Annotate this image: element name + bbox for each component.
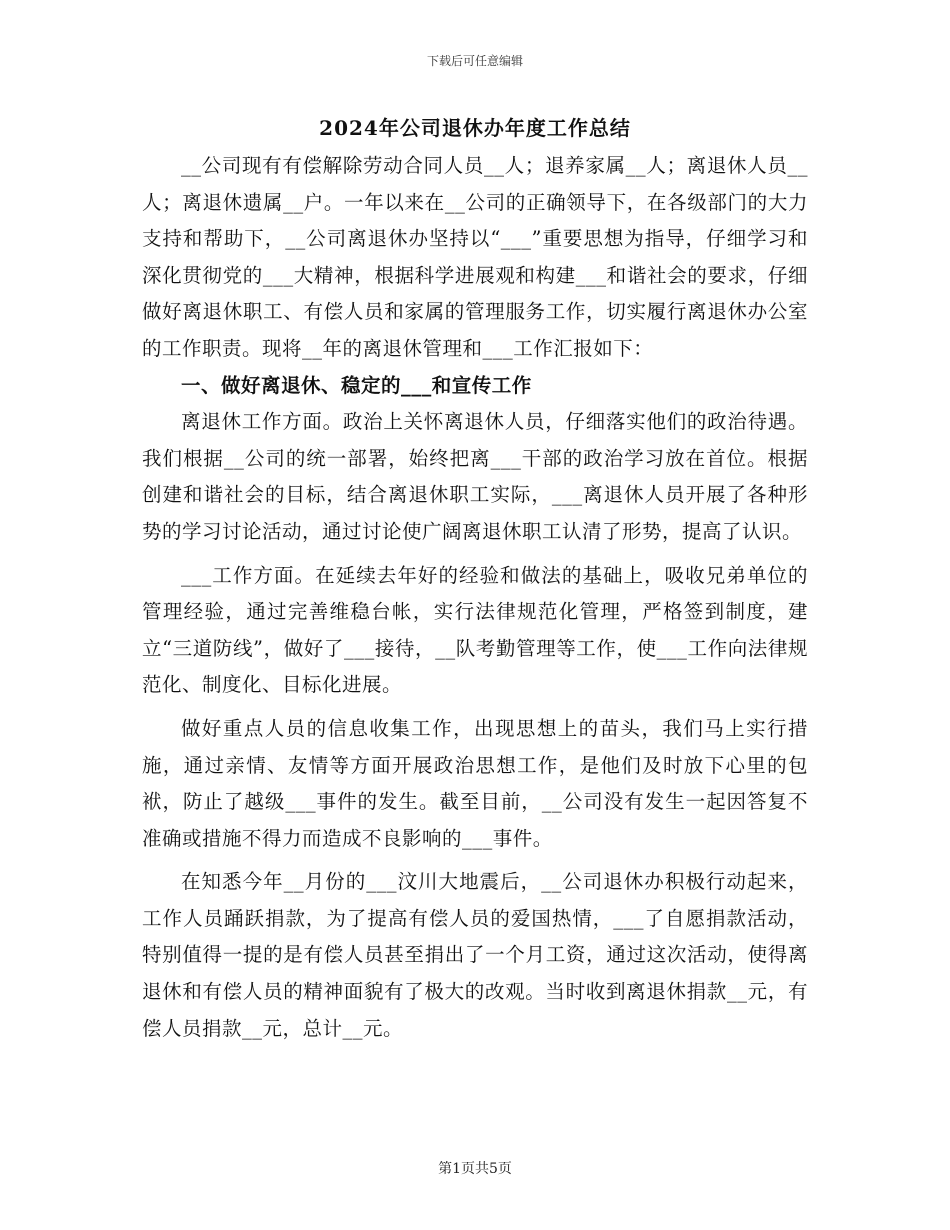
header-note: 下载后可任意编辑	[426, 54, 523, 68]
paragraph-retirement-work: 离退休工作方面。政治上关怀离退休人员，仔细落实他们的政治待遇。我们根据__公司的统一部署，始终把离___干部的政治学习放在首位。根据创建和谐社会的目标，结合离退休职工实际，___离退休人员开展了各种形势的学习讨论活动，通过讨论使广阔离退休职工认清了形势，提高了认识。	[142, 410, 808, 543]
page-number: 第1页共5页	[438, 1161, 512, 1177]
paragraph-donation: 在知悉今年__月份的___汶川大地震后，__公司退休办积极行动起来，工作人员踊跃捐款，为了提高有偿人员的爱国热情，___了自愿捐款活动，特别值得一提的是有偿人员甚至捐出了一个月工资，通过这次活动，使得离退休和有偿人员的精神面貌有了极大的改观。当时收到离退休捐款__元，有偿人员捐款__元，总计__元。	[142, 870, 808, 1040]
paragraph-stability-work: ___工作方面。在延续去年好的经验和做法的基础上，吸收兄弟单位的管理经验，通过完善维稳台帐，实行法律规范化管理，严格签到制度，建立“三道防线”，做好了___接待，__队考勤管理等工作，使___工作向法律规范化、制度化、目标化进展。	[142, 563, 808, 697]
document-body	[142, 148, 808, 1047]
paragraph-key-personnel: 做好重点人员的信息收集工作，出现思想上的苗头，我们马上实行措施，通过亲情、友情等方面开展政治思想工作，是他们及时放下心里的包袱，防止了越级___事件的发生。截至目前，__公司没有发生一起因答复不准确或措施不得力而造成不良影响的___事件。	[142, 716, 808, 850]
document-title: 2024年公司退休办年度工作总结	[319, 116, 631, 140]
section-heading: 一、做好离退休、稳定的___和宣传工作	[181, 373, 532, 397]
paragraph-intro: __公司现有有偿解除劳动合同人员__人；退养家属__人；离退休人员__人；离退休遗属__户。一年以来在__公司的正确领导下，在各级部门的大力支持和帮助下，__公司离退休办坚持以“___”重要思想为指导，仔细学习和深化贯彻党的___大精神，根据科学进展观和构建___和谐社会的要求，仔细做好离退休职工、有偿人员和家属的管理服务工作，切实履行离退休办公室的工作职责。现将__年的离退休管理和___工作汇报如下：	[142, 154, 808, 360]
